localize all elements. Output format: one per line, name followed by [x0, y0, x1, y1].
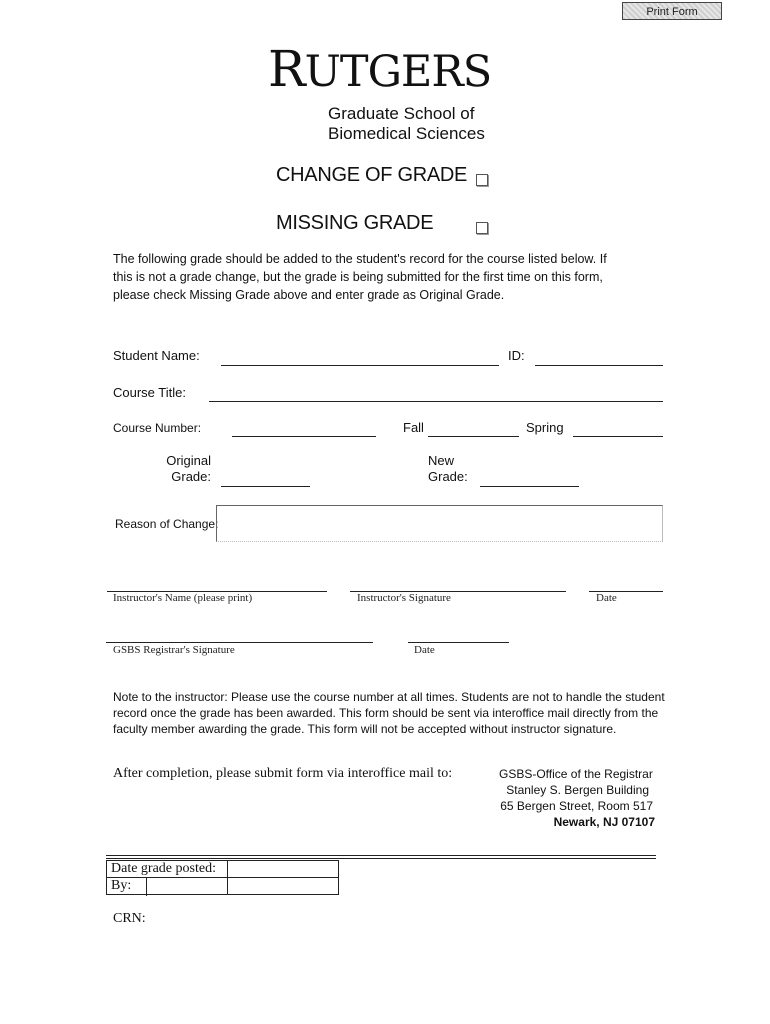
- id-label: ID:: [508, 348, 525, 363]
- by-cell-divider: [146, 878, 147, 896]
- instructor-signature-caption: Instructor's Signature: [357, 592, 451, 604]
- by-cell[interactable]: [228, 878, 339, 895]
- rutgers-logo: [268, 40, 492, 98]
- new-grade-label-line2: Grade:: [428, 469, 468, 484]
- new-grade-label: [428, 453, 468, 485]
- new-grade-field[interactable]: [480, 486, 579, 487]
- original-grade-label-line1: Original: [166, 453, 211, 468]
- fall-field[interactable]: [428, 436, 519, 437]
- section-divider: [106, 855, 656, 859]
- registrar-address: [470, 766, 655, 830]
- school-name-line2: Biomedical Sciences: [328, 124, 485, 143]
- school-name: [328, 104, 485, 144]
- address-line: 65 Bergen Street, Room 517: [500, 799, 653, 813]
- instructor-note: [113, 689, 665, 737]
- address-line: GSBS-Office of the Registrar: [499, 767, 653, 781]
- change-of-grade-checkbox[interactable]: [476, 174, 488, 186]
- missing-grade-heading: MISSING GRADE: [276, 212, 434, 234]
- original-grade-label-line2: Grade:: [171, 469, 211, 484]
- date-caption-2: Date: [414, 644, 435, 656]
- original-grade-field[interactable]: [221, 486, 310, 487]
- new-grade-label-line1: New: [428, 453, 455, 468]
- by-label-text: By:: [111, 878, 132, 893]
- instructor-name-caption: Instructor's Name (please print): [113, 592, 253, 604]
- student-name-label: Student Name:: [113, 348, 200, 363]
- intro-paragraph: [113, 250, 607, 304]
- logo-initial: R: [268, 40, 305, 98]
- address-line: Stanley S. Bergen Building: [506, 783, 649, 797]
- id-field[interactable]: [535, 365, 663, 366]
- print-form-button[interactable]: Print Form: [622, 2, 722, 20]
- school-name-line1: Graduate School of: [328, 104, 475, 123]
- intro-line: please check Missing Grade above and enter grade as Original Grade.: [113, 288, 505, 302]
- student-name-field[interactable]: [221, 365, 499, 366]
- spring-label: Spring: [526, 420, 564, 435]
- logo-wordmark: UTGERS: [304, 47, 492, 97]
- table-row: [107, 878, 339, 895]
- date-line-2[interactable]: [408, 642, 509, 643]
- reason-label: Reason of Change:: [115, 517, 219, 531]
- submit-instruction: After completion, please submit form via interoffice mail to:: [113, 766, 453, 781]
- intro-line: The following grade should be added to the student's record for the course listed below. If: [113, 252, 607, 266]
- crn-label: CRN:: [113, 911, 146, 926]
- registrar-signature-line[interactable]: [106, 642, 373, 643]
- fall-label: Fall: [403, 420, 424, 435]
- by-label: [107, 878, 228, 895]
- missing-grade-checkbox[interactable]: [476, 222, 488, 234]
- note-line: record once the grade has been awarded. This form should be sent via interoffice mail directly from the: [113, 706, 659, 720]
- registrar-signature-caption: GSBS Registrar's Signature: [113, 644, 235, 656]
- date-caption-1: Date: [596, 592, 617, 604]
- table-row: [107, 861, 339, 878]
- note-line: faculty member awarding the grade. This form will not be accepted without instructor signature.: [113, 722, 617, 736]
- note-line: Note to the instructor: Please use the course number at all times. Students are not to handle the student: [113, 690, 665, 704]
- reason-textarea[interactable]: [216, 505, 663, 542]
- original-grade-label: [165, 453, 211, 485]
- office-use-table: [106, 860, 339, 895]
- intro-line: this is not a grade change, but the grade is being submitted for the first time on this form,: [113, 270, 603, 284]
- spring-field[interactable]: [573, 436, 663, 437]
- course-title-field[interactable]: [209, 401, 663, 402]
- course-number-field[interactable]: [232, 436, 376, 437]
- course-title-label: Course Title:: [113, 385, 186, 400]
- date-posted-label: Date grade posted:: [107, 861, 228, 878]
- change-of-grade-heading: CHANGE OF GRADE: [276, 164, 468, 186]
- date-posted-cell[interactable]: [228, 861, 339, 878]
- course-number-label: Course Number:: [113, 421, 202, 435]
- address-line: Newark, NJ 07107: [553, 815, 655, 829]
